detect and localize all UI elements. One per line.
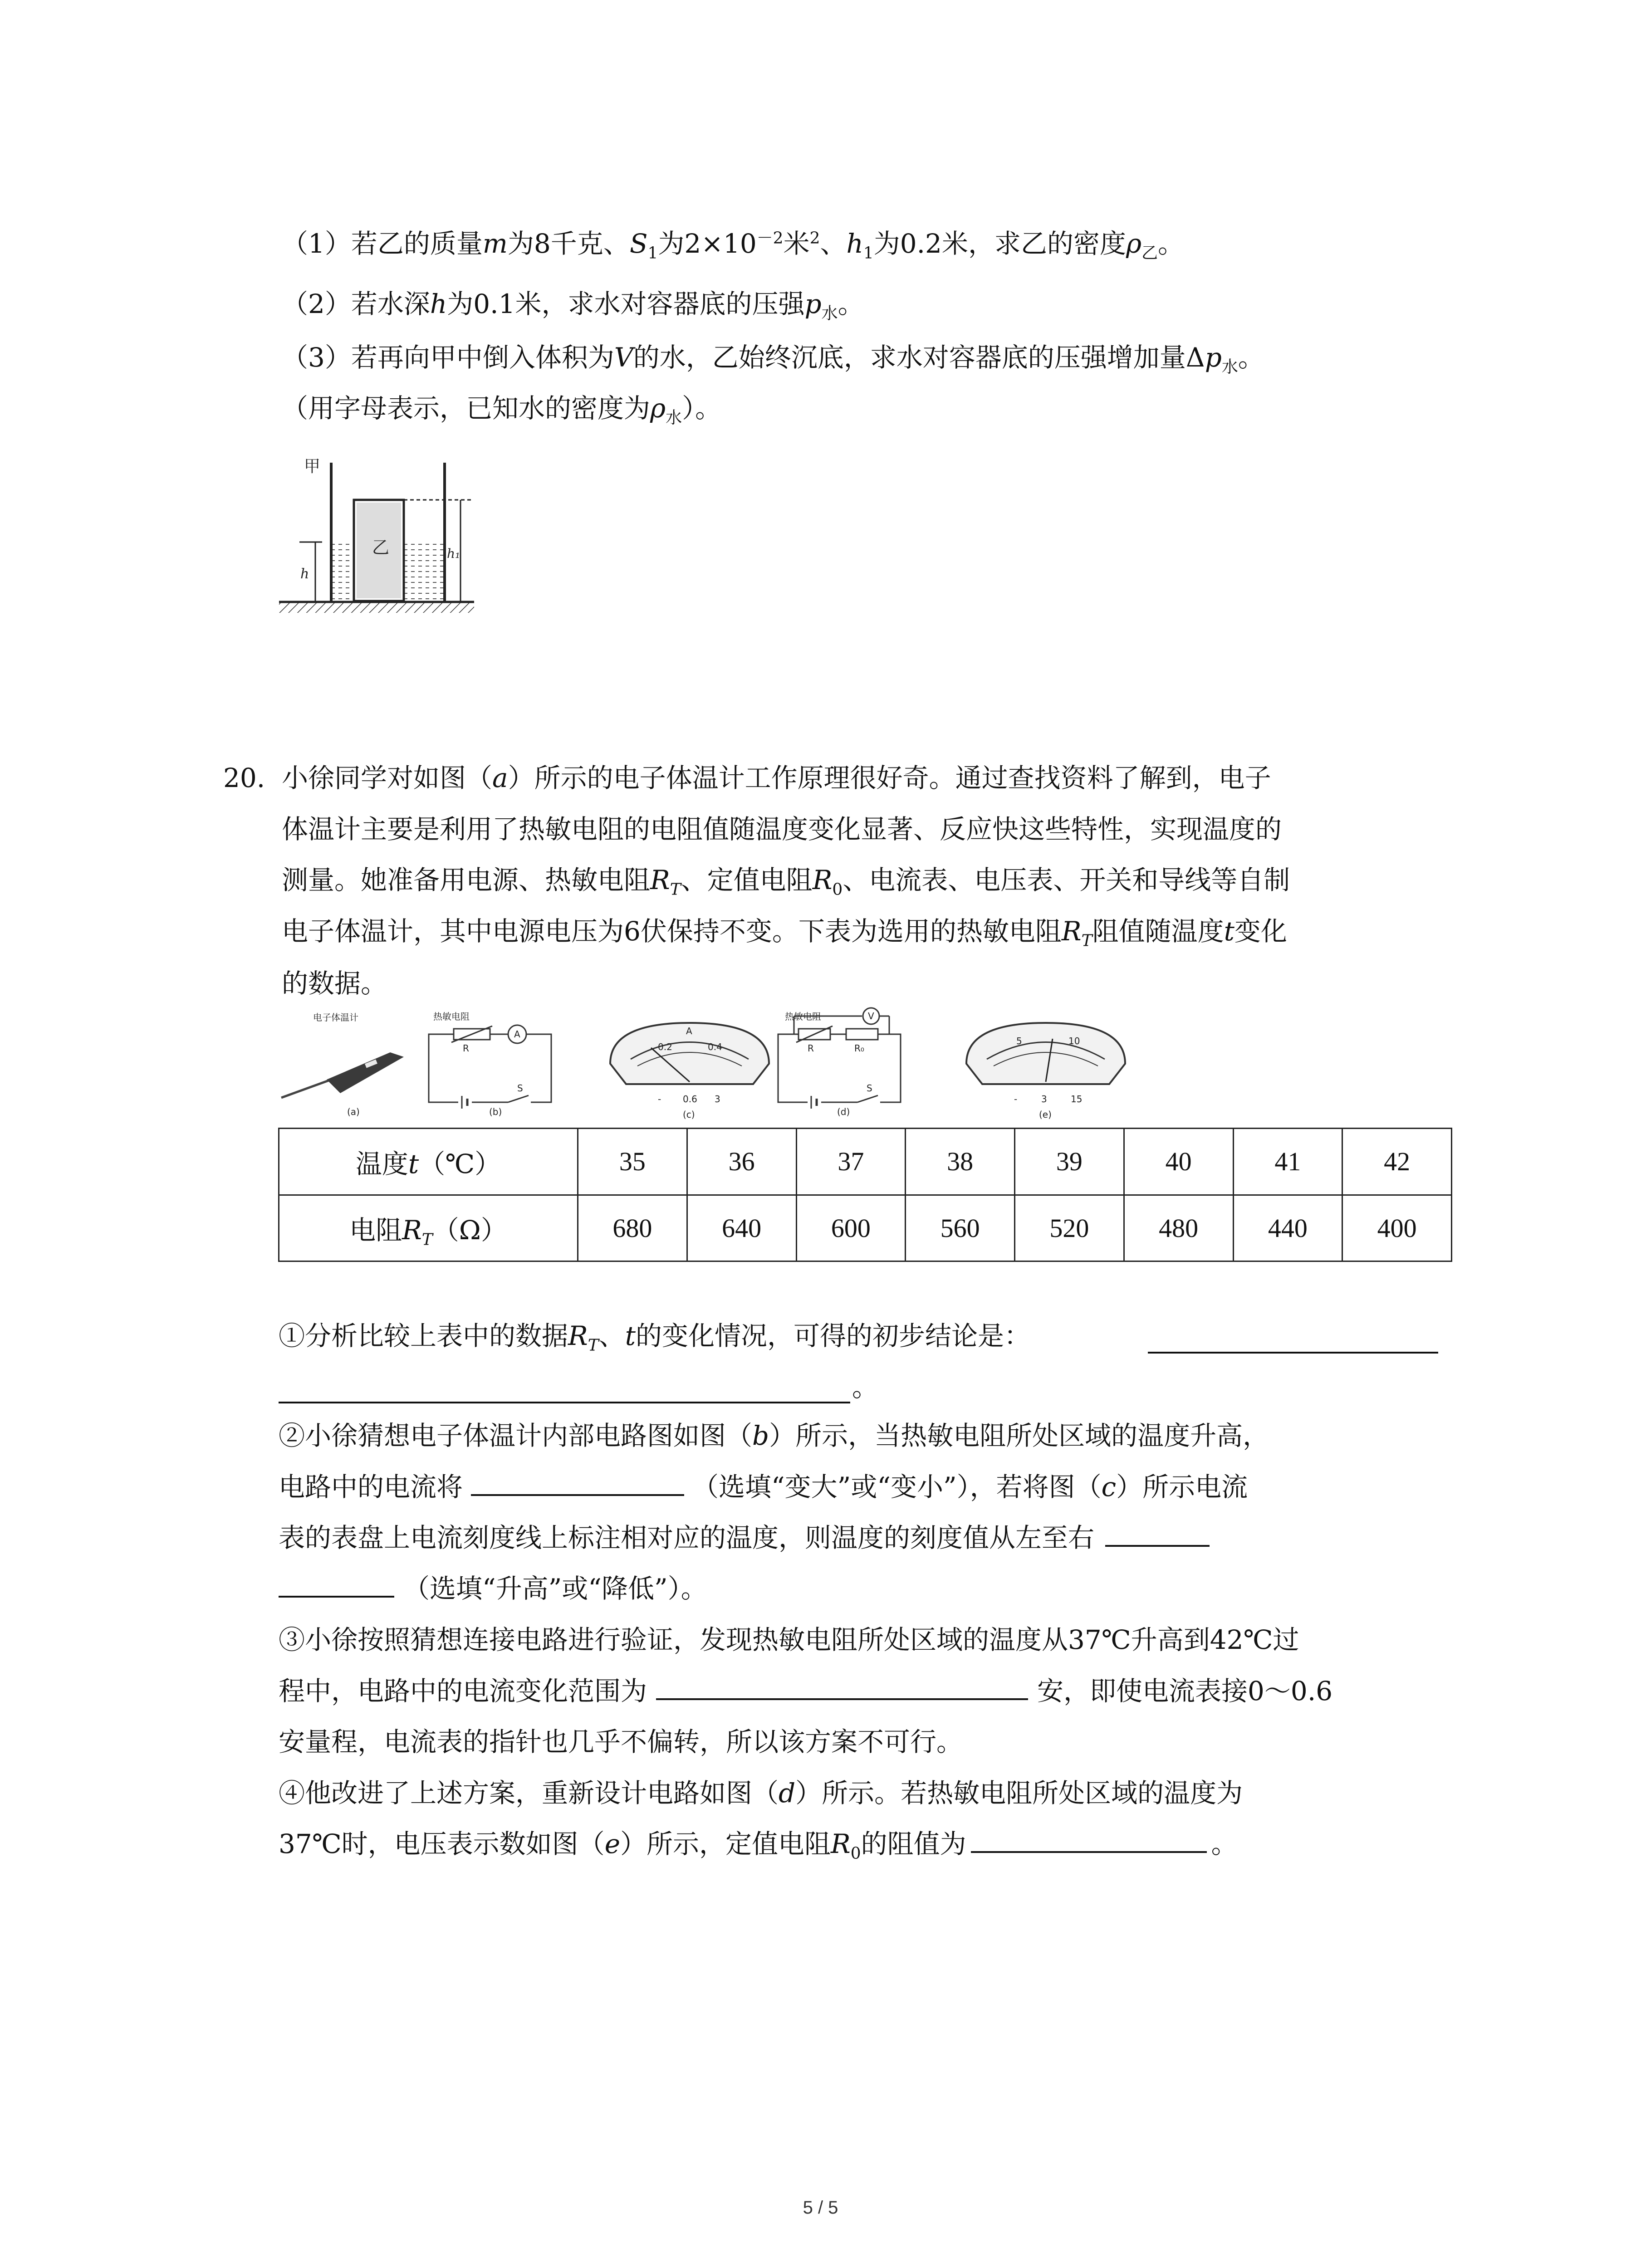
answer-blank-3[interactable] [656, 1694, 1028, 1700]
svg-text:(e): (e) [1039, 1109, 1052, 1120]
answer-blank-4[interactable] [971, 1847, 1207, 1853]
q20-sub3-line3: 安量程，电流表的指针也几乎不偏转，所以该方案不可行。 [279, 1726, 963, 1757]
q19-part3: （3）若再向甲中倒入体积为V的水，乙始终沉底，求水对容器底的压强增加量$\Delta p_水$。 [282, 342, 1264, 376]
table-row-temperature [279, 1129, 1452, 1195]
q20-sub3-line1: ③小徐按照猜想连接电路进行验证，发现热敏电阻所处区域的温度从37℃升高到42℃过 [279, 1624, 1299, 1655]
svg-text:S: S [517, 1083, 523, 1094]
q19-part3-note: （用字母表示，已知水的密度为$\rho_水$）。 [282, 393, 722, 427]
svg-text:(c): (c) [683, 1109, 695, 1120]
table-cell: 640 [687, 1195, 796, 1261]
q20-sub4-line1: ④他改进了上述方案，重新设计电路如图（d）所示。若热敏电阻所处区域的温度为 [279, 1778, 1243, 1809]
answer-blank-1a[interactable] [1148, 1347, 1438, 1354]
table-cell: 36 [687, 1129, 796, 1195]
svg-text:3: 3 [1041, 1094, 1047, 1105]
table-cell: 680 [578, 1195, 687, 1261]
svg-text:(d): (d) [837, 1106, 850, 1117]
svg-text:(b): (b) [489, 1106, 502, 1117]
q20-intro-line1: 小徐同学对如图（a）所示的电子体温计工作原理很好奇。通过查找资料了解到，电子 [282, 763, 1271, 793]
svg-text:0.4: 0.4 [708, 1041, 722, 1052]
q20-number: 20. [223, 763, 265, 793]
thermistor-table [278, 1128, 1452, 1262]
svg-text:V: V [868, 1011, 874, 1022]
voltmeter-dial-e [966, 1023, 1125, 1084]
thermometer-body [327, 1052, 404, 1093]
svg-text:R: R [808, 1043, 814, 1054]
svg-text:A: A [514, 1029, 520, 1040]
q19-part2: （2）若水深h为0.1米，求水对容器底的压强$p_水$。 [282, 288, 864, 323]
label-yi: 乙 [372, 538, 390, 557]
figure-c [610, 1023, 769, 1120]
table-cell: 42 [1342, 1129, 1452, 1195]
q20-sub4-line2: 37℃时，电压表示数如图（e）所示，定值电阻$R_0$的阻值为 。 [279, 1828, 1238, 1863]
svg-text:0.6: 0.6 [683, 1094, 697, 1105]
table-header-resistance: 电阻$R_T(\Omega)$ [279, 1195, 578, 1261]
q20-sub2-line1: ②小徐猜想电子体温计内部电路图如图（b）所示，当热敏电阻所处区域的温度升高， [279, 1420, 1269, 1451]
table-cell: 560 [906, 1195, 1015, 1261]
svg-text:0.2: 0.2 [658, 1041, 672, 1052]
page-number: 5 / 5 [803, 2198, 838, 2218]
svg-text:3: 3 [715, 1094, 720, 1105]
q20-sub2-line2: 电路中的电流将 （选填“变大”或“变小”），若将图（c）所示电流 [279, 1471, 1248, 1502]
table-cell: 520 [1015, 1195, 1124, 1261]
svg-text:电子体温计: 电子体温计 [313, 1012, 358, 1023]
table-cell: 480 [1124, 1195, 1233, 1261]
answer-blank-2b[interactable] [1105, 1540, 1210, 1547]
ground-hatch [279, 603, 474, 613]
q20-intro-line2: 体温计主要是利用了热敏电阻的电阻值随温度变化显著、反应快这些特性，实现温度的 [282, 814, 1282, 845]
q20-intro-line4: 电子体温计，其中电源电压为6伏保持不变。下表为选用的热敏电阻$R_T$阻值随温度t变化 [282, 916, 1287, 950]
svg-text:热敏电阻: 热敏电阻 [785, 1011, 821, 1022]
answer-blank-2c[interactable] [279, 1591, 394, 1598]
figure-a [281, 1012, 404, 1117]
svg-text:R: R [463, 1043, 469, 1054]
q19-part1: （1）若乙的质量m为8千克、$S_1$为$2\times 10^{-2}$米$^2$、$h_1$为0.2米，求乙的密度$\rho_乙$。 [282, 228, 1185, 263]
table-cell: 35 [578, 1129, 687, 1195]
answer-blank-2a[interactable] [471, 1490, 684, 1496]
figure-e [966, 1023, 1125, 1120]
label-h: h [300, 566, 309, 582]
circuit-b-loop [429, 1034, 551, 1102]
svg-text:10: 10 [1068, 1036, 1080, 1046]
circuit-d-loop [778, 1034, 901, 1102]
q20-sub2-line3: 表的表盘上电流刻度线上标注相对应的温度，则温度的刻度值从左至右 [279, 1520, 1210, 1556]
label-h1: h₁ [447, 546, 460, 561]
svg-text:-: - [658, 1094, 661, 1105]
q20-sub1: ①分析比较上表中的数据$R_T$、t的变化情况，可得的初步结论是： [279, 1320, 1031, 1355]
svg-text:(a): (a) [347, 1106, 360, 1117]
label-jia: 甲 [304, 457, 321, 476]
q20-intro-line3: 测量。她准备用电源、热敏电阻$R_T$、定值电阻$R_0$、电流表、电压表、开关和导线等自制 [282, 865, 1290, 899]
figure-b [429, 1011, 551, 1117]
svg-text:热敏电阻: 热敏电阻 [433, 1011, 470, 1022]
svg-text:S: S [867, 1083, 872, 1094]
q20-sub3-line2: 程中，电路中的电流变化范围为 安，即使电流表接0～0.6 [279, 1676, 1333, 1706]
table-cell: 440 [1233, 1195, 1342, 1261]
figure-strip [272, 1007, 1180, 1120]
q20-intro-line5: 的数据。 [282, 968, 387, 999]
svg-text:-: - [1014, 1094, 1018, 1105]
table-cell: 37 [796, 1129, 906, 1195]
q20-sub1-end: 。 [852, 1372, 879, 1403]
table-cell: 600 [796, 1195, 906, 1261]
table-header-temperature: 温度t（℃） [279, 1129, 578, 1195]
table-cell: 39 [1015, 1129, 1124, 1195]
svg-text:A: A [686, 1026, 692, 1036]
table-cell: 41 [1233, 1129, 1342, 1195]
container-figure [272, 449, 481, 621]
q20-sub2-line4: （选填“升高”或“降低”）。 [279, 1570, 707, 1607]
svg-text:R₀: R₀ [854, 1043, 864, 1054]
table-cell: 40 [1124, 1129, 1233, 1195]
svg-text:15: 15 [1071, 1094, 1083, 1105]
answer-blank-1b[interactable] [279, 1397, 850, 1403]
figure-d [778, 1008, 901, 1117]
table-cell: 400 [1342, 1195, 1452, 1261]
svg-text:5: 5 [1016, 1036, 1022, 1046]
table-cell: 38 [906, 1129, 1015, 1195]
fixed-resistor-d [846, 1029, 878, 1040]
thermometer-probe [281, 1080, 331, 1098]
table-row-resistance [279, 1195, 1452, 1261]
